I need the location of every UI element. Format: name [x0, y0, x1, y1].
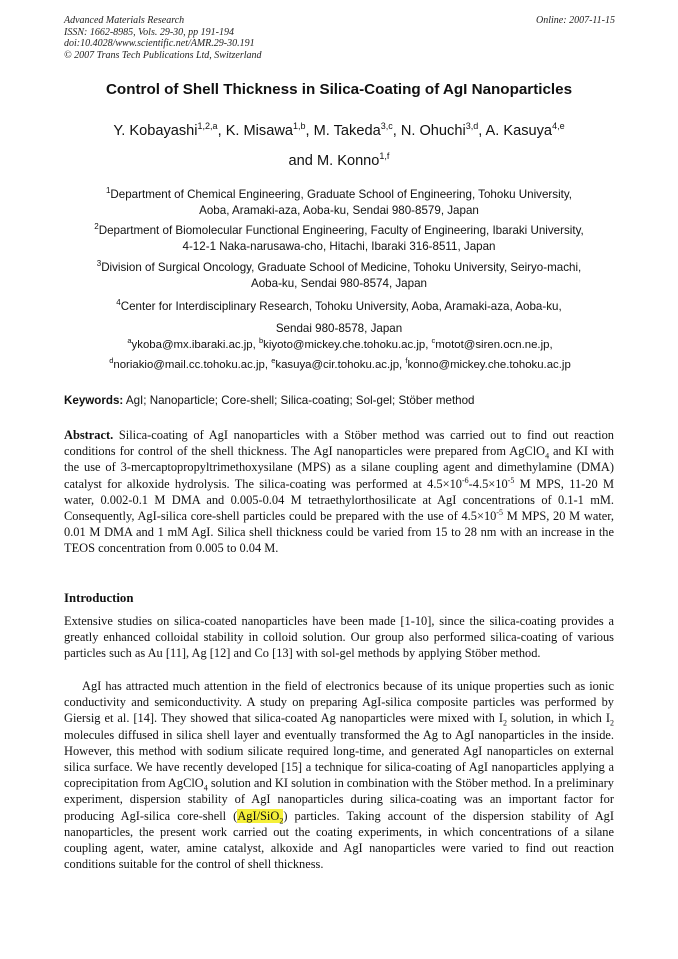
- author-list: Y. Kobayashi$^{1,2,a}$, K. Misawa$^{1,b}$, M. Takeda$^{3,c}$, N. Ohuchi$^{3,d}$, A. Kasuya$^{4,e}$ and M. Konno$^{1,f}$: [113, 121, 565, 169]
- paper-title: Control of Shell Thickness in Silica-Coating of AgI Nanoparticles: [105, 81, 573, 98]
- highlight: AgI/SiO$_2$: [237, 808, 284, 826]
- journal-issn: ISSN: 1662-8985, Vols. 29-30, pp 191-194: [64, 26, 234, 38]
- email: $^d$noriakio@mail.cc.tohoku.ac.jp: [109, 355, 265, 371]
- keywords-text: AgI; Nanoparticle; Core-shell; Silica-coating; Sol-gel; Stöber method: [125, 394, 475, 407]
- affiliation: $^4$Center for Interdisciplinary Research, Tohoku University, Aoba, Aramaki-aza, Aoba-ku, Sendai 980-8578, Japan: [116, 298, 562, 335]
- author: K. Misawa$^{1,b}$: [225, 121, 306, 139]
- abstract-label: Abstract.: [64, 428, 114, 442]
- section-heading: Introduction: [64, 591, 134, 605]
- affiliation: $^2$Department of Biomolecular Functional Engineering, Faculty of Engineering, Ibaraki University, 4-12-1 Naka-narusawa-cho, Hitachi, Ibaraki 316-8511, Japan: [94, 222, 584, 253]
- email: $^b$kiyoto@mickey.che.tohoku.ac.jp: [258, 336, 426, 351]
- author: M. Takeda$^{3,c}$: [313, 121, 393, 139]
- email-list: $^a$ykoba@mx.ibaraki.ac.jp, $^b$kiyoto@mickey.che.tohoku.ac.jp, $^c$motot@siren.ocn.ne.jp, $^d$noriakio@mail.cc.tohoku.ac.jp, $^e$kasuya@cir.tohoku.ac.jp, $^f$konno@mickey.che.tohoku.ac.jp: [109, 336, 571, 371]
- journal-header: [64, 15, 262, 61]
- introduction-paragraph: Extensive studies on silica-coated nanoparticles have been made [1-10], since the silica-coating provides a greatly enhanced colloidal stability in colloid solution. Our group also performed silica-coating of various particles such as Au [11], Ag [12] and Co [13] with sol-gel methods by applying Stöber method.: [64, 614, 614, 661]
- journal-name: Advanced Materials Research: [64, 15, 185, 26]
- author: Y. Kobayashi$^{1,2,a}$: [113, 121, 218, 139]
- email: $^f$konno@mickey.che.tohoku.ac.jp: [405, 355, 571, 371]
- author: N. Ohuchi$^{3,d}$: [400, 121, 479, 139]
- email: $^a$ykoba@mx.ibaraki.ac.jp: [127, 336, 253, 351]
- author: A. Kasuya$^{4,e}$: [485, 121, 565, 139]
- keywords-label: Keywords:: [64, 394, 124, 407]
- abstract: Abstract. Silica-coating of AgI nanoparticles with a Stöber method was carried out to find out reaction conditions for control of the shell thickness. The AgI nanoparticles were prepared from AgClO$_4$ and KI with the use of 3-mercaptopropyltrimethoxysilane (MPS) as a silane coupling agent and dimethylamine (DMA) catalyst for alkoxide hydrolysis. The silica-coating was performed at $4.5\times 10^{-6}-4.5\times 10^{-5}$ M MPS, 11-20 M water, 0.002-0.1 M DMA and 0.005-0.04 M tetraethylorthosilicate at AgI concentrations of 0.1-1 mM. Consequently, AgI-silica core-shell particles could be prepared with the use of $4.5\times 10^{-5}$ M MPS, 20 M water, 0.01 M DMA and 1 mM AgI. Silica shell thickness could be varied from 15 to 28 nm with an increase in the TEOS concentration from 0.005 to 0.04 M.: [64, 428, 614, 556]
- journal-copyright: © 2007 Trans Tech Publications Ltd, Switzerland: [64, 49, 262, 61]
- email: $^c$motot@siren.ocn.ne.jp: [431, 336, 550, 351]
- email: $^e$kasuya@cir.tohoku.ac.jp: [271, 355, 400, 371]
- author: and M. Konno$^{1,f}$: [288, 150, 390, 169]
- introduction-paragraph: AgI has attracted much attention in the field of electronics because of its unique properties such as ionic conductivity and semiconductivity. A study on preparing AgI-silica composite particles was performed by Giersig et al. [14]. They showed that silica-coated Ag nanoparticles were mixed with $I_2$ solution, in which $I_2$ molecules diffused in silica shell layer and eventually transformed the Ag to AgI nanoparticles in the inside. However, this method with sodium silicate required long-time, and generated AgI nanoparticles on external silica surface. We have recently developed [15] a technique for silica-coating of AgI nanoparticles applying a coprecipitation from AgClO$_4$ solution and KI solution in combination with the Stöber method. In a preliminary experiment, dispersion stability of AgI nanoparticles during silica-coating was an important factor for producing AgI-silica core-shell (AgI/SiO$_2$) particles. Taking account of the dispersion stability of AgI nanoparticles, the present work carried out the coating experiments, in which concentrations of a silane coupling agent, water, amine catalyst, alkoxide and AgI nanoparticles were varied to find out reaction conditions suitable for the control of shell thickness.: [64, 679, 615, 872]
- affiliation: $^1$Department of Chemical Engineering, Graduate School of Engineering, Tohoku University, Aoba, Aramaki-aza, Aoba-ku, Sendai 980-8579, Japan: [105, 186, 573, 217]
- online-date: Online: 2007-11-15: [536, 15, 615, 26]
- affiliation: $^3$Division of Surgical Oncology, Graduate School of Medicine, Tohoku University, Seiryo-machi, Aoba-ku, Sendai 980-8574, Japan: [96, 259, 582, 290]
- keywords: [64, 394, 616, 407]
- journal-doi: doi:10.4028/www.scientific.net/AMR.29-30.191: [64, 38, 255, 49]
